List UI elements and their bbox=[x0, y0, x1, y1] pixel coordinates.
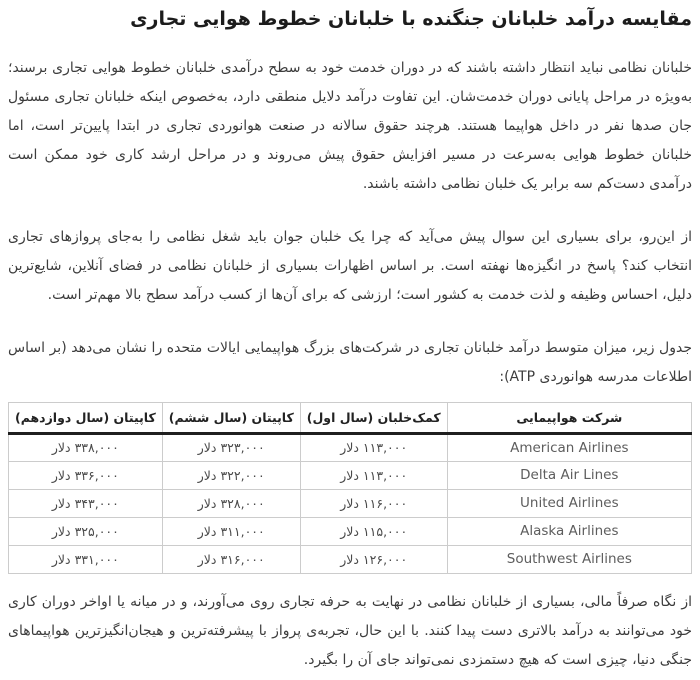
column-header-captain-year12: کاپیتان (سال دوازدهم) bbox=[9, 402, 163, 433]
salary-first-officer-year1: ۱۲۶,۰۰۰ دلار bbox=[300, 545, 447, 573]
paragraph-income-difference: خلبانان نظامی نباید انتظار داشته باشند که در دوران خدمت خود به سطح درآمدی خلبانان خطوط هوایی تجاری برسند؛ به‌ویژه در مراحل پایانی دوران خدمت‌شان. این تفاوت درآمد دلایل منطقی دارد، به‌خصوص اینکه خلبانان تجاری مسئول جان صدها نفر در داخل هواپیما هستند. هرچند حقوق سالانه در صنعت هوانوردی تجاری در ابتدا پایین‌تر است، اما خلبانان خطوط هوایی به‌سرعت در مسیر افزایش حقوق پیش می‌روند و در مراحل ارشد کاری خود ممکن است درآمدی دست‌کم سه برابر یک خلبان نظامی داشته باشند. bbox=[8, 59, 692, 192]
page-title: مقایسه درآمد خلبانان جنگنده با خلبانان خطوط هوایی تجاری bbox=[130, 8, 692, 30]
airline-name: United Airlines bbox=[447, 489, 691, 517]
salary-captain-year12: ۳۳۱,۰۰۰ دلار bbox=[9, 545, 163, 573]
column-header-airline: شرکت هواپیمایی bbox=[447, 402, 691, 433]
table-row-southwest-airlines bbox=[9, 545, 692, 573]
table-header-row bbox=[9, 402, 692, 433]
paragraph-table-intro: جدول زیر، میزان متوسط درآمد خلبانان تجاری در شرکت‌های بزرگ هواپیمایی ایالات متحده را نشان می‌دهد (بر اساس اطلاعات مدرسه هوانوردی ATP): bbox=[8, 339, 692, 385]
salary-captain-year12: ۳۳۸,۰۰۰ دلار bbox=[9, 433, 163, 461]
paragraph-motivation: از این‌رو، برای بسیاری این سوال پیش می‌آید که چرا یک خلبان جوان باید شغل نظامی را به‌جای پروازهای تجاری انتخاب کند؟ پاسخ در انگیزه‌ها نهفته است. بر اساس اظهارات بسیاری از خلبانان نظامی در فضای آنلاین، شایع‌ترین دلیل، احساس وظیفه و لذت خدمت به کشور است؛ ارزشی که برای آن‌ها از کسب درآمد سطح بالا مهم‌تر است. bbox=[8, 228, 692, 303]
table-row-delta-air-lines bbox=[9, 461, 692, 489]
salary-first-officer-year1: ۱۱۳,۰۰۰ دلار bbox=[300, 433, 447, 461]
airline-name: Delta Air Lines bbox=[447, 461, 691, 489]
salary-captain-year12: ۳۴۳,۰۰۰ دلار bbox=[9, 489, 163, 517]
airline-salary-table bbox=[8, 402, 692, 574]
salary-captain-year12: ۳۳۶,۰۰۰ دلار bbox=[9, 461, 163, 489]
salary-captain-year6: ۳۱۶,۰۰۰ دلار bbox=[162, 545, 300, 573]
airline-name: American Airlines bbox=[447, 433, 691, 461]
column-header-captain-year6: کاپیتان (سال ششم) bbox=[162, 402, 300, 433]
column-header-first-officer-year1: کمک‌خلبان (سال اول) bbox=[300, 402, 447, 433]
airline-name: Alaska Airlines bbox=[447, 517, 691, 545]
table-row-american-airlines bbox=[9, 433, 692, 461]
salary-captain-year6: ۳۱۱,۰۰۰ دلار bbox=[162, 517, 300, 545]
paragraph-conclusion: از نگاه صرفاً مالی، بسیاری از خلبانان نظامی در نهایت به حرفه تجاری روی می‌آورند، و در میانه یا اواخر دوران کاری خود می‌توانند به درآمد بالاتری دست پیدا کنند. با این حال، تجربه‌ی پرواز با پیشرفته‌ترین و هیجان‌انگیزترین هواپیماهای جنگی دنیا، چیزی است که هیچ دستمزدی نمی‌تواند جای آن را بگیرد. bbox=[8, 593, 692, 668]
salary-captain-year6: ۳۲۲,۰۰۰ دلار bbox=[162, 461, 300, 489]
salary-first-officer-year1: ۱۱۵,۰۰۰ دلار bbox=[300, 517, 447, 545]
salary-captain-year6: ۳۲۳,۰۰۰ دلار bbox=[162, 433, 300, 461]
airline-name: Southwest Airlines bbox=[447, 545, 691, 573]
salary-captain-year6: ۳۲۸,۰۰۰ دلار bbox=[162, 489, 300, 517]
salary-first-officer-year1: ۱۱۶,۰۰۰ دلار bbox=[300, 489, 447, 517]
salary-first-officer-year1: ۱۱۳,۰۰۰ دلار bbox=[300, 461, 447, 489]
table-row-united-airlines bbox=[9, 489, 692, 517]
salary-captain-year12: ۳۲۵,۰۰۰ دلار bbox=[9, 517, 163, 545]
table-row-alaska-airlines bbox=[9, 517, 692, 545]
